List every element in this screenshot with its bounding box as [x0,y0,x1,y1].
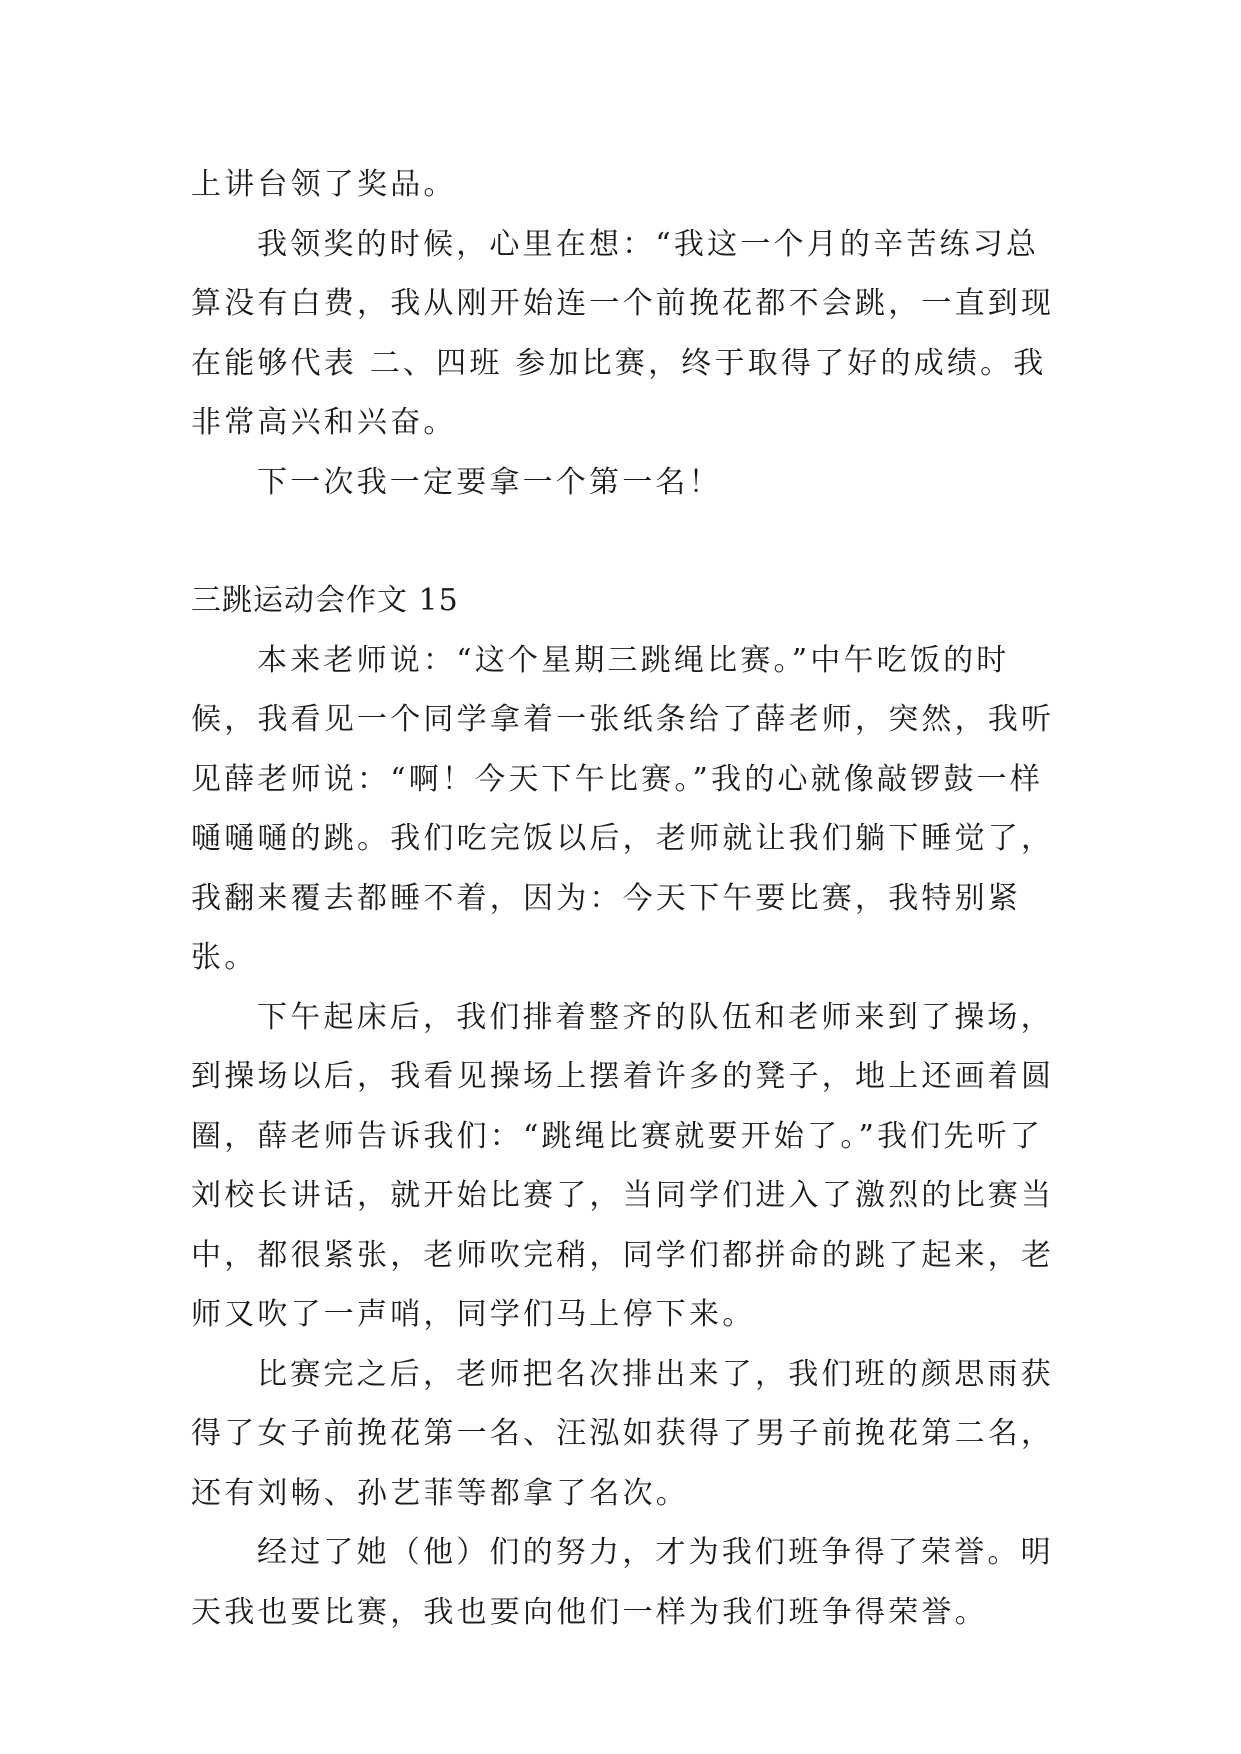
section-title: 三跳运动会作文 15 [191,583,459,618]
document-page [191,155,1056,1642]
paragraph-results: 比赛完之后，老师把名次排出来了，我们班的颜思雨获得了女子前挽花第一名、汪泓如获得了男子前挽花第二名，还有刘畅、孙艺菲等都拿了名次。 [191,1356,1055,1511]
section-spacer [191,512,1056,571]
paragraph-continuation: 上讲台领了奖品。 [191,167,457,202]
paragraph-next-goal: 下一次我一定要拿一个第一名！ [257,464,722,500]
paragraph-competition: 下午起床后，我们排着整齐的队伍和老师来到了操场，到操场以后，我看见操场上摆着许多的凳子，地上还画着圆圈，薛老师告诉我们：“跳绳比赛就要开始了。”我们先听了刘校长讲话，就开始比赛了，当同学们进入了激烈的比赛当中，都很紧张，老师吹完稍，同学们都拼命的跳了起来，老师又吹了一声哨，同学们马上停下来。 [191,999,1055,1332]
paragraph-conclusion: 经过了她（他）们的努力，才为我们班争得了荣誉。明天我也要比赛，我也要向他们一样为我们班争得荣誉。 [191,1535,1054,1630]
paragraph-award-thoughts: 我领奖的时候，心里在想：“我这一个月的辛苦练习总算没有白费，我从刚开始连一个前挽花都不会跳，一直到现在能够代表 二、四班 参加比赛，终于取得了好的成绩。我非常高兴和兴奋。 [191,226,1055,440]
paragraph-lunch: 本来老师说：“这个星期三跳绳比赛。”中午吃饭的时候，我看见一个同学拿着一张纸条给了薛老师，突然，我听见薛老师说：“啊！今天下午比赛。”我的心就像敲锣鼓一样嗵嗵嗵的跳。我们吃完饭以后，老师就让我们躺下睡觉了，我翻来覆去都睡不着，因为：今天下午要比赛，我特别紧张。 [191,642,1055,975]
